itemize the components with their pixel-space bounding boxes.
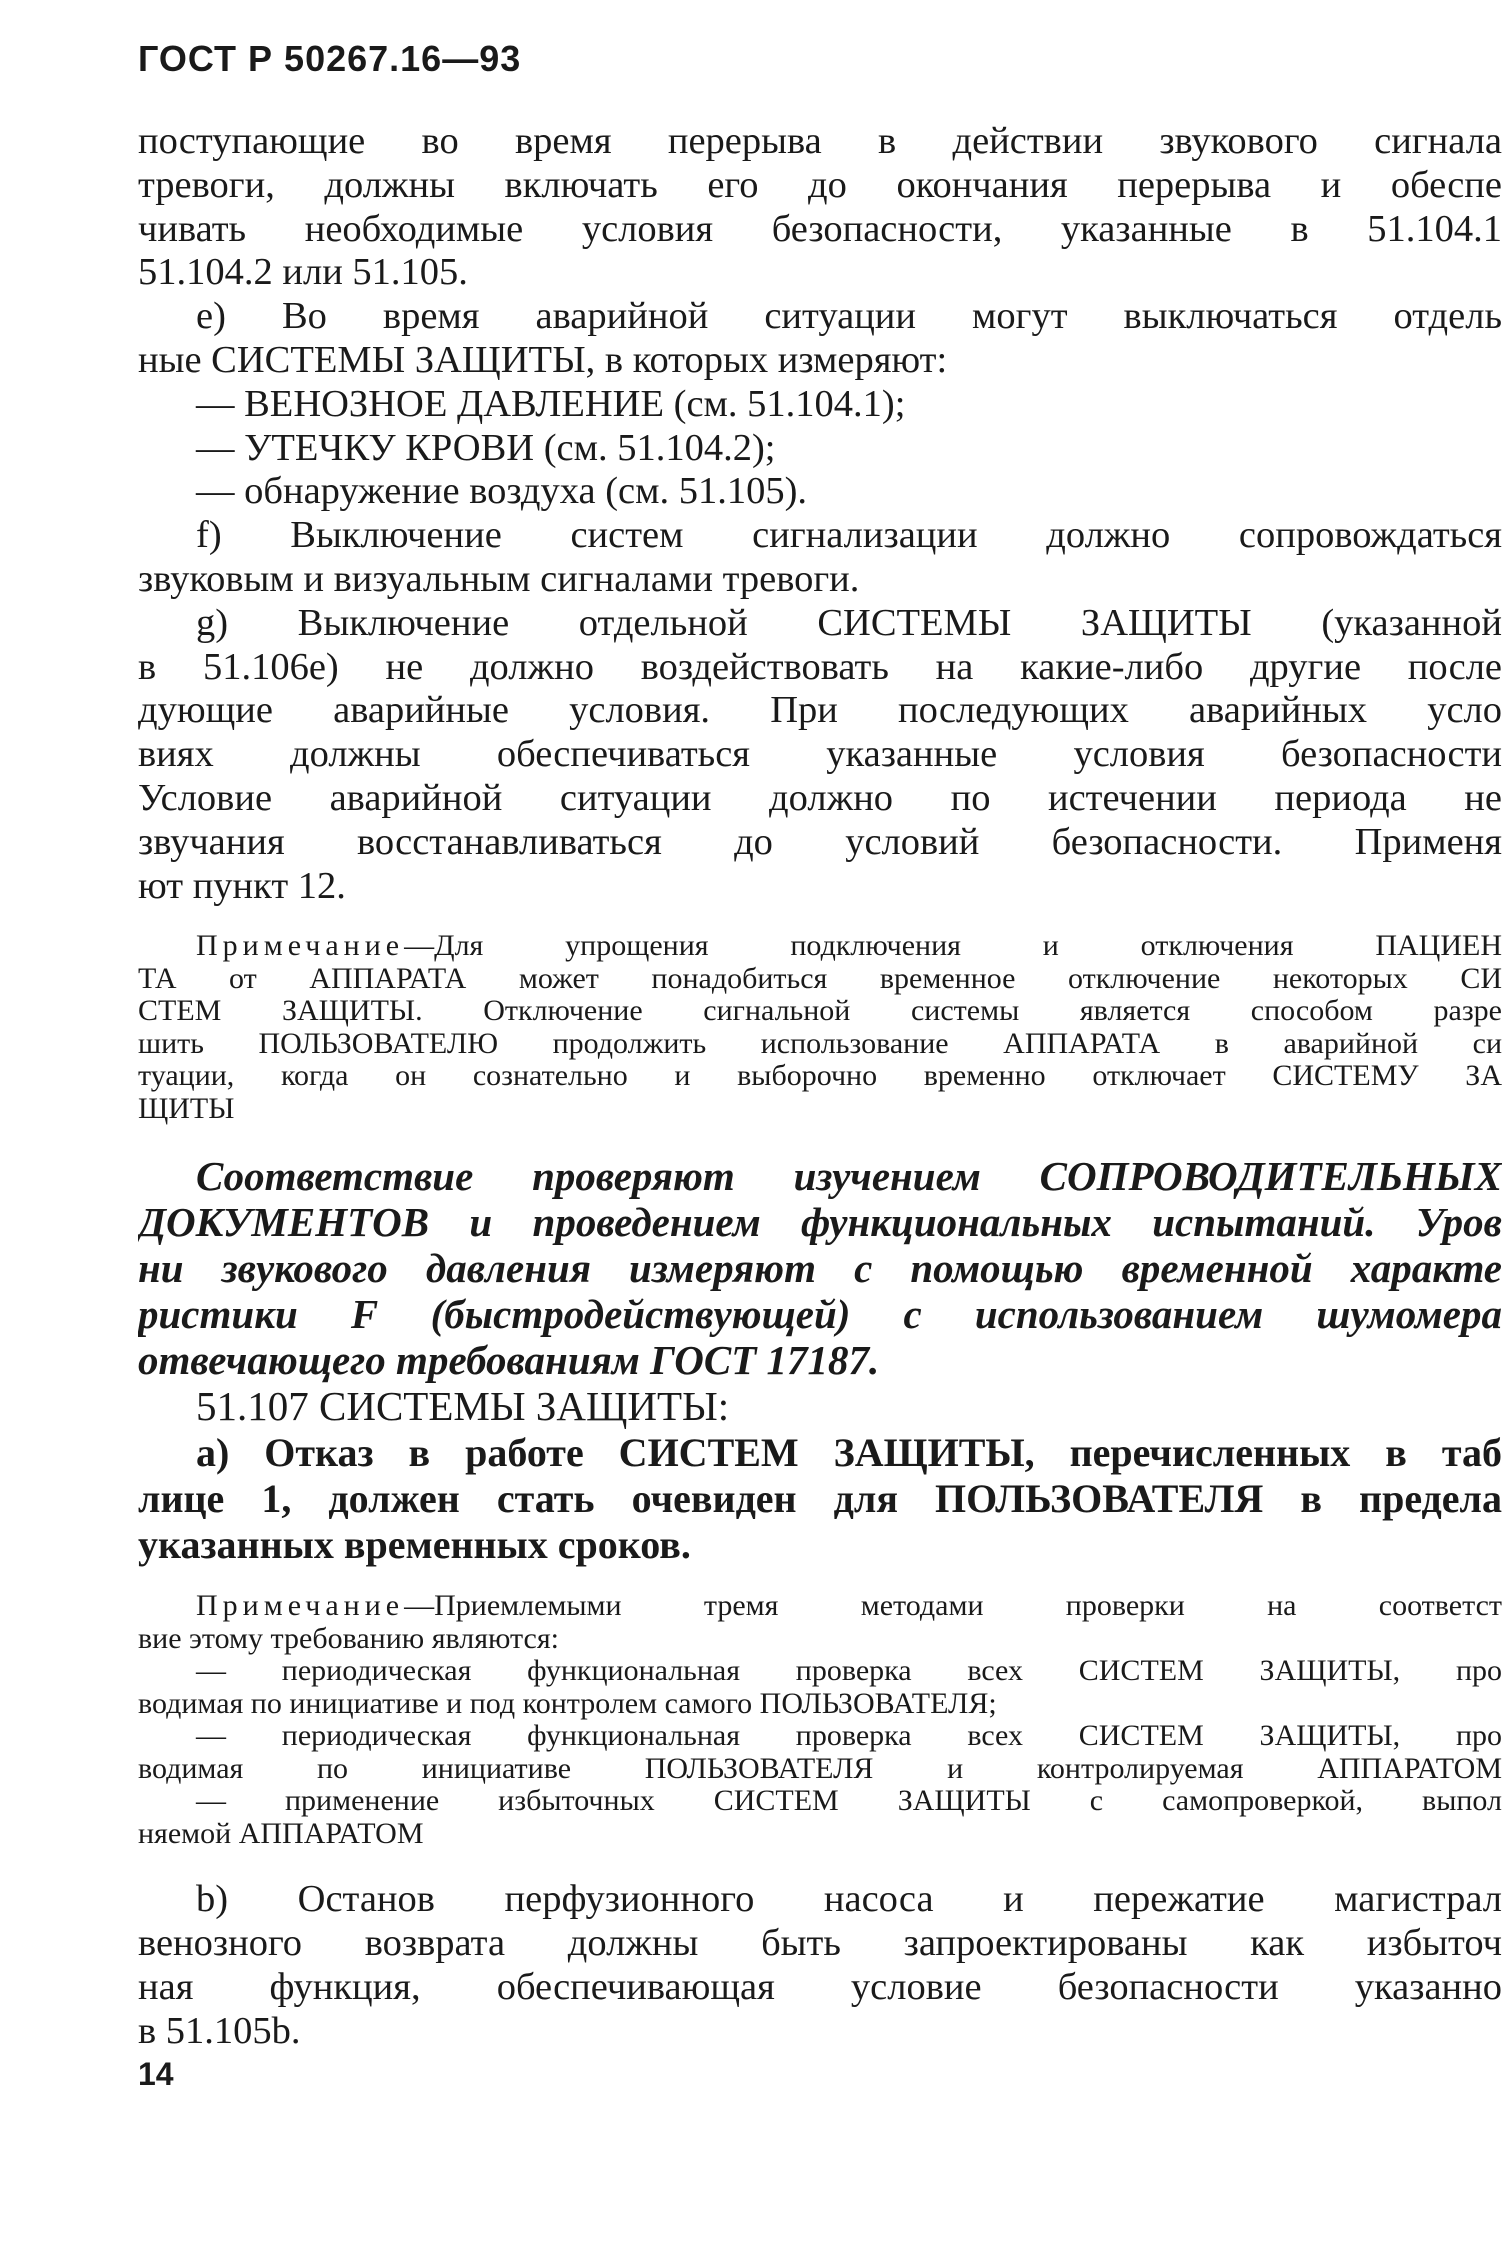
text-line: дующие аварийные условия. При последующих аварийных усло <box>138 689 1502 732</box>
list-item-a <box>138 1430 1502 1568</box>
note-2 <box>138 1590 1502 1850</box>
text-line: ристики F (быстродействующей) с использованием шумомера <box>138 1291 1502 1338</box>
note-text: —Для упрощения подключения и отключения ПАЦИЕН <box>404 930 1502 963</box>
text-line: в 51.106e) не должно воздействовать на какие-либо другие после <box>138 645 1502 688</box>
list-item-e <box>138 295 1502 514</box>
text-line: водимая по инициативе и под контролем самого ПОЛЬЗОВАТЕЛЯ; <box>138 1687 997 1720</box>
text-line: — УТЕЧКУ КРОВИ (см. 51.104.2); <box>196 426 776 469</box>
text-line: Соответствие проверяют изучением СОПРОВОДИТЕЛЬНЫХ <box>196 1153 1502 1200</box>
note-label: Примечание <box>196 1590 405 1623</box>
text-line: e) Во время аварийной ситуации могут выключаться отдель <box>196 295 1502 338</box>
text-line: лице 1, должен стать очевиден для ПОЛЬЗОВАТЕЛЯ в предела <box>138 1476 1502 1522</box>
list-item-f <box>138 514 1502 602</box>
list-item-g <box>138 602 1502 909</box>
text-line: шить ПОЛЬЗОВАТЕЛЮ продолжить использование АППАРАТА в аварийной си <box>138 1027 1502 1060</box>
text-line: поступающие во время перерыва в действии звукового сигнала <box>138 120 1502 162</box>
note-label: Примечание <box>196 930 405 963</box>
note-text: —Приемлемыми тремя методами проверки на соответст <box>404 1590 1502 1623</box>
text-line: — применение избыточных СИСТЕМ ЗАЩИТЫ с самопроверкой, выпол <box>196 1785 1502 1818</box>
list-item-b <box>138 1878 1502 2053</box>
text-line: g) Выключение отдельной СИСТЕМЫ ЗАЩИТЫ (указанной <box>196 601 1502 644</box>
note-1 <box>138 930 1502 1125</box>
section-heading-51-107 <box>138 1383 1502 1430</box>
document-header: ГОСТ Р 50267.16—93 <box>138 38 522 79</box>
text-line: — обнаружение воздуха (см. 51.105). <box>196 470 808 513</box>
text-line: звуковым и визуальным сигналами тревоги. <box>138 557 860 600</box>
text-line: тревоги, должны включать его до окончания перерыва и обеспе <box>138 163 1502 206</box>
document-body <box>138 120 1502 2054</box>
text-line: указанных временных сроков. <box>138 1522 691 1568</box>
text-line: звучания восстанавливаться до условий безопасности. Применя <box>138 820 1502 863</box>
text-line: водимая по инициативе ПОЛЬЗОВАТЕЛЯ и контролируемая АППАРАТОМ <box>138 1752 1502 1785</box>
paragraph-continuation <box>138 120 1502 295</box>
text-line: a) Отказ в работе СИСТЕМ ЗАЩИТЫ, перечисленных в таб <box>196 1430 1502 1476</box>
text-line: — периодическая функциональная проверка всех СИСТЕМ ЗАЩИТЫ, про <box>196 1720 1502 1753</box>
text-line: Условие аварийной ситуации должно по истечении периода не <box>138 776 1502 819</box>
note-first-line <box>138 930 1502 963</box>
text-line: отвечающего требованиям ГОСТ 17187. <box>138 1337 880 1384</box>
text-line: чивать необходимые условия безопасности, указанные в 51.104.1 <box>138 207 1502 250</box>
text-line: виях должны обеспечиваться указанные условия безопасности <box>138 733 1502 776</box>
text-line: вие этому требованию являются: <box>138 1622 559 1655</box>
text-line: ЩИТЫ <box>138 1092 235 1125</box>
text-line: ные СИСТЕМЫ ЗАЩИТЫ, в которых измеряют: <box>138 338 948 381</box>
text-line: ТА от АППАРАТА может понадобиться временное отключение некоторых СИ <box>138 962 1502 995</box>
text-line: туации, когда он сознательно и выборочно временно отключает СИСТЕМУ ЗА <box>138 1060 1502 1093</box>
text-line: няемой АППАРАТОМ <box>138 1817 424 1850</box>
text-line: — периодическая функциональная проверка всех СИСТЕМ ЗАЩИТЫ, про <box>196 1655 1502 1688</box>
page-number: 14 <box>138 2056 174 2092</box>
text-line: 51.104.2 или 51.105. <box>138 251 468 294</box>
text-line: СТЕМ ЗАЩИТЫ. Отключение сигнальной системы является способом разре <box>138 995 1502 1028</box>
document-page <box>138 28 1502 2228</box>
conformity-statement <box>138 1153 1502 1383</box>
text-line: венозного возврата должны быть запроектированы как избыточ <box>138 1922 1502 1965</box>
text-line: — ВЕНОЗНОЕ ДАВЛЕНИЕ (см. 51.104.1); <box>196 382 906 425</box>
text-line: в 51.105b. <box>138 2009 301 2052</box>
text-line: ни звукового давления измеряют с помощью временной характе <box>138 1245 1502 1292</box>
text-line: ДОКУМЕНТОВ и проведением функциональных испытаний. Уров <box>138 1199 1502 1246</box>
text-line: ют пункт 12. <box>138 864 346 907</box>
note-first-line <box>138 1590 1502 1623</box>
text-line: b) Останов перфузионного насоса и пережатие магистрал <box>196 1878 1502 1921</box>
section-heading: 51.107 СИСТЕМЫ ЗАЩИТЫ: <box>196 1383 730 1430</box>
text-line: f) Выключение систем сигнализации должно сопровождаться <box>196 514 1502 557</box>
text-line: ная функция, обеспечивающая условие безопасности указанно <box>138 1965 1502 2008</box>
